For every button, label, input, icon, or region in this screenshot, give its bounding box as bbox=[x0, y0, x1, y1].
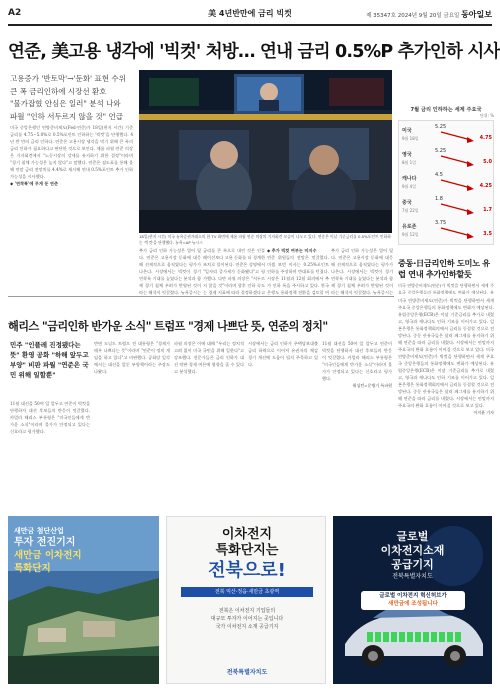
ad3-title: 이차전지소재 bbox=[380, 544, 445, 557]
side-text: 미국 연방준비제도(연준)가 빅컷을 단행하면서 세계 주요국 중앙은행들의 통화정책에도 변화가 예상된다. 유 bbox=[398, 283, 494, 294]
rate-row bbox=[399, 219, 495, 243]
ad1-line: 새만금 첨단산업 bbox=[14, 527, 64, 535]
article-text: 11월 대선을 50여 일 앞두고 연준이 빅컷을 단행하자 대선 후보들의 반응이 엇갈렸다. 카멀라 해리스 부통령은 "미국인들에게 반가운 소식"이라며 물가가 안정되고 있다는 신호라고 평가했다. bbox=[322, 341, 392, 381]
rate-date: 9월 18일 bbox=[402, 136, 419, 141]
rate-arrow-line bbox=[441, 204, 471, 212]
article-col-1 bbox=[10, 124, 133, 294]
side-headline: 중동·日금리인하 도미노 유럽 연내 추가인하할듯 bbox=[398, 258, 490, 279]
ad3-sub: 전북특별자치도 bbox=[392, 573, 433, 580]
rate-arrow bbox=[437, 174, 477, 194]
rate-country: 캐나다 bbox=[402, 176, 417, 182]
article-text: 파월 의장은 이에 대해 "우리는 정치적 고려 없이 미국 국민을 위해 일한다"고 강조했다. 전문가들은 금리 인하가 대선 막판 경제 여론에 영향을 줄 수 있다고 분석했다. bbox=[174, 341, 244, 374]
ad2-body-line: 대규모 투자가 이어지는 곳입니다 bbox=[210, 616, 284, 622]
second-headline: 해리스 "금리인하 반가운 소식" 트럼프 "경제 나쁘단 뜻, 연준의 정치" bbox=[8, 320, 328, 333]
subhead-line: 큰 폭 금리인하에 시장선 환호 bbox=[10, 86, 107, 96]
article-col-4 bbox=[267, 247, 329, 295]
article-text: 추가 금리 인하 가능성은 열어 뒀다. 연준은 고용시장 둔화에 대응해 선제적으로 움직였다는 평가가 나온다. 시장에서는 빅컷이 경기 연착륙 기대를 높였다는 분석과 함께 경기 침체 우려가 반영된 것이라는 해석이 엇갈렸다. 뉴욕증시는 bbox=[331, 248, 393, 295]
page-header bbox=[8, 8, 492, 20]
rate-date: 9월 12일 bbox=[402, 232, 419, 237]
rate-row bbox=[399, 171, 495, 195]
article-text: 추가 금리 인하 가능성은 열어 뒀다. 연준은 고용시장 둔화에 대응해 선제적으로 움직였다는 평가가 나온다. 시장에서는 빅컷이 경기 연착륙 기대를 높였다는 분석과 함께 경기 침체 우려가 반영된 것이라는 해석이 엇갈렸다. 뉴욕증시는 bbox=[139, 248, 201, 295]
ad2-headline bbox=[167, 527, 326, 583]
section-divider bbox=[8, 296, 394, 297]
article-subhead: ◆ 추가 빅컷 여부는 미지수 bbox=[267, 248, 317, 253]
subheads bbox=[10, 73, 135, 123]
article2-col-4 bbox=[248, 340, 318, 508]
rate-after: 3.5 bbox=[483, 231, 492, 237]
side-byline: 이지윤 기자 bbox=[473, 410, 494, 415]
article2-col-3 bbox=[174, 340, 244, 508]
rate-before: 3.75 bbox=[435, 220, 447, 226]
ad2-body bbox=[181, 607, 313, 631]
ad2-body-line: 전북은 이차전지 기업들의 bbox=[218, 608, 276, 614]
article-text: 미국 중앙은행인 연방준비제도(Fed·연준)가 18일(현지 시간) 기준금리를 4.75∼5.0%로 0.5%포인트 인하하는 '빅컷'을 단행했다. 4년 반 만의 금리 인하다. 연준은 고용시장 냉각을 막기 위해 큰 폭의 금리 인하가 필요하다고 판단한 것으로 보인다. 제롬 파월 연준 의장은 기자회견에서 "노동시장의 강세를 유지하기 위한 결정"이라며 "경기 침체 가능성은 높지 않다"고 말했다. 연준은 점도표를 통해 올해 연말 금리 전망치를 4.4%로 제시해 연내 0.5%포인트 추가 인하 가능성을 시사했다. bbox=[10, 125, 133, 179]
rate-after: 1.7 bbox=[483, 207, 492, 213]
ad3-title: 글로벌 bbox=[396, 530, 429, 543]
ad1-text bbox=[14, 526, 82, 575]
ad1-line: 특화단지 bbox=[14, 563, 51, 574]
article2-col-5 bbox=[322, 340, 392, 508]
article-text: 반면 도널드 트럼프 전 대통령은 "경제가 매우 나쁘다는 뜻"이라며 "연준이 정치 게임을 하고 있다"고 비판했다. 공화당 일각에서는 대선을 앞둔 부양책이라는 주장도 나왔다. bbox=[94, 341, 170, 374]
article2-col-1 bbox=[10, 400, 90, 508]
ad3-banner-line: 새만금에 조성됩니다 bbox=[388, 600, 438, 607]
article2-lead: 민주 "인플레 진정됐다는 뜻" 환영 공화 "하해 앞두고 부양" 비판 파월 "연준은 국민 위해 일할뿐" bbox=[10, 341, 89, 379]
rate-arrow-head bbox=[467, 209, 474, 215]
rate-before: 5.25 bbox=[435, 148, 447, 154]
subhead-line: "물가잡혔 안심은 일러" 분석 나와 bbox=[10, 99, 121, 108]
photo-caption: 18일(현지 시간) 미국 뉴욕증권거래소의 한 TV 화면에 제롬 파월 연준 의장의 기자회견 모습이 나오고 있다. 연준은 이날 기준금리를 0.5%포인트 인하하는 '빅컷'을 단행했다. 뉴욕=AP 뉴시스 bbox=[139, 234, 391, 245]
rate-row bbox=[399, 147, 495, 171]
rate-chart bbox=[398, 120, 494, 245]
ad2-title: 이차전지 bbox=[221, 527, 273, 542]
ad2-footer: 전북특별자치도 bbox=[226, 669, 268, 676]
ad3-headline bbox=[333, 530, 492, 582]
rate-arrow bbox=[437, 198, 477, 218]
ad2-tagline: 전북 익산·정읍·새만금 초광역 bbox=[181, 587, 313, 597]
ad2-title: 전북으로! bbox=[208, 560, 286, 581]
subhead-line: 파월 "인하 서두르지 않을 것" 언급 bbox=[10, 111, 124, 121]
ad-saemangeum[interactable] bbox=[8, 516, 159, 684]
article-text: 연준 위원들의 전망은 엇갈렸다. 미셸 보먼 이사는 0.25%포인트 인하를 주장하며 반대표를 던졌다. 시장은 11월과 12월 회의에서 추가 인하 폭을 주시하고 있다. 한국은행도 통화정책 전환을 검토할 여 bbox=[267, 255, 329, 295]
subhead-line: 고용증가 '반토막'→'둔화' 표현 수위 bbox=[10, 74, 126, 83]
trading-floor-photo bbox=[139, 70, 392, 233]
issue-date: 2024년 9월 20일 금요일 bbox=[397, 13, 460, 19]
ad3-banner-line: 글로벌 이차전지 혁신허브가 bbox=[379, 593, 447, 599]
rate-date: 7월 22일 bbox=[402, 208, 419, 213]
rate-arrow-line bbox=[441, 156, 471, 164]
side-text: 미국 연방준비제도(연준)가 빅컷을 단행하면서 세계 주요국 중앙은행들의 통화정책에도 변화가 예상된다. 유럽중앙은행(ECB)은 이달 기준금리를 추가로 내렸고, 영국과 캐나다도 인하 기조를 이어가고 있다. 일본은행은 통화정책회의에서 금리를 동결할 것으로 전망된다. 중동 산유국들은 달러 페그제를 유지하기 위해 연준을 따라 금리를 내렸다. 시장에서는 연말까지 주요국의 완화 흐름이 이어질 것으로 보고 있다. bbox=[398, 298, 494, 352]
side-article-body bbox=[398, 297, 494, 509]
rate-country: 영국 bbox=[402, 152, 412, 158]
article-text: 11월 대선을 50여 일 앞두고 연준이 빅컷을 단행하자 대선 후보들의 반응이 엇갈렸다. 카멀라 해리스 부통령은 "미국인들에게 반가운 소식"이라며 물가가 안정되고 있다는 신호라고 평가했다. bbox=[10, 401, 90, 434]
article-col-2 bbox=[139, 247, 201, 295]
rate-before: 4.5 bbox=[435, 172, 443, 178]
ad1-line: 투자 전진기지 bbox=[14, 537, 76, 548]
rate-arrow-line bbox=[441, 228, 471, 236]
ad2-body-line: 국가 이차전지 소재 공급기지 bbox=[215, 624, 279, 630]
article-subhead: ◆ '연착륙'에 무게 둔 연준 bbox=[10, 181, 59, 186]
article-text: 금리를 큰 폭으로 내린 것은 인플레이션보다 고용 둔화를 더 경계한 조치로 풀이된다. 연준은 성명에서 "일자리 증가세가 둔화됐다"고 평가했다. 다만 파월 의장은 "서두르지 않을 것"이라며 향후 인하 속도는 경제 지표에 따라 결정하겠다고 bbox=[203, 248, 265, 295]
rate-arrow-line bbox=[441, 180, 471, 188]
ad-jeonbuk-battery[interactable] bbox=[166, 516, 326, 684]
main-headline: 연준, 美고용 냉각에 '빅컷' 처방… 연내 금리 0.5%P 추가인하 시사 bbox=[8, 42, 500, 62]
section-title: 美 4년반만에 금리 빅컷 bbox=[208, 9, 292, 18]
paper-name: 동아일보 bbox=[461, 9, 492, 19]
issue-number: 제 35347호 bbox=[366, 13, 396, 19]
rate-after: 5.0 bbox=[483, 159, 492, 165]
rate-arrow-head bbox=[467, 161, 474, 167]
side-text: 미국 연방준비제도(연준)가 빅컷을 단행하면서 세계 주요국 중앙은행들의 통화정책에도 변화가 예상된다. 유럽중앙은행(ECB)은 이달 기준금리를 추가로 내렸고, 영국과 캐나다도 인하 기조를 이어가고 있다. 일본은행은 통화정책회의에서 금리를 동결할 것으로 전망된다. 중동 산유국들은 달러 페그제를 유지하기 위해 연준을 따라 금리를 내렸다. 시장에서는 연말까지 주요국의 완화 흐름이 이어질 것으로 보고 있다. bbox=[398, 347, 494, 408]
article2-byline: 워싱턴=문병기 특파원 bbox=[352, 383, 392, 388]
rate-country: 미국 bbox=[402, 128, 412, 134]
rate-arrow-head bbox=[467, 185, 474, 191]
rate-arrow-head bbox=[467, 137, 474, 143]
ad1-line: 새만금 이차전지 bbox=[14, 550, 82, 561]
ad3-banner bbox=[361, 591, 465, 610]
rate-before: 5.25 bbox=[435, 124, 447, 130]
article2-col-2 bbox=[94, 340, 170, 508]
article-text: 시장에서는 금리 인하가 주택담보대출 금리 하락으로 이어져 유권자의 체감 경기 개선에 도움이 될지 주목하고 있다. bbox=[248, 341, 318, 367]
news-photo bbox=[139, 70, 392, 233]
ad2-title: 특화단지는 bbox=[215, 543, 279, 558]
header-rule bbox=[8, 24, 492, 26]
article-col-3 bbox=[203, 247, 265, 295]
rate-arrow-head bbox=[467, 233, 474, 239]
rate-date: 9월 4일 bbox=[402, 184, 417, 189]
rate-after: 4.75 bbox=[479, 135, 492, 141]
rate-before: 1.8 bbox=[435, 196, 443, 202]
ad-battery-supply-base[interactable] bbox=[333, 516, 492, 684]
rate-date: 8월 1일 bbox=[402, 160, 417, 165]
side-article-preview bbox=[398, 282, 494, 294]
rate-country: 중국 bbox=[402, 200, 412, 206]
ad3-title: 공급기지 bbox=[391, 558, 434, 571]
chart-unit: 단위: % bbox=[479, 113, 494, 118]
rate-row bbox=[399, 123, 495, 147]
article-col-5 bbox=[331, 247, 393, 295]
issue-meta bbox=[366, 9, 492, 20]
rate-country: 유로존 bbox=[402, 224, 417, 230]
rate-arrow-line bbox=[441, 132, 471, 140]
rate-row bbox=[399, 195, 495, 219]
chart-title: 7월 금리 인하하는 세계 주요국 bbox=[410, 107, 482, 113]
rate-after: 4.25 bbox=[479, 183, 492, 189]
page-number: A2 bbox=[8, 8, 22, 18]
